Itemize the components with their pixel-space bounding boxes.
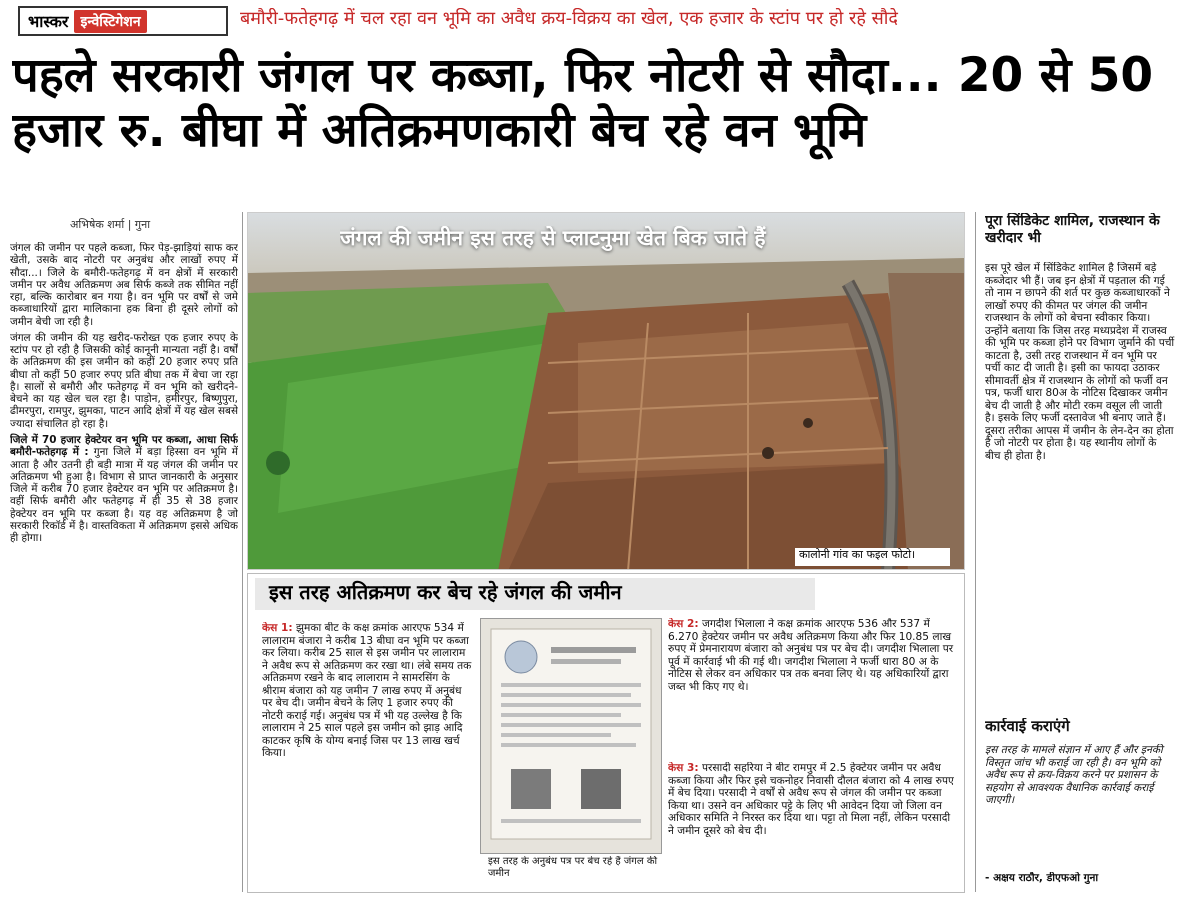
right-column-text: इस पूरे खेल में सिंडिकेट शामिल है जिसमें बड़े कब्जेदार भी हैं। जब इन क्षेत्रों में पड़ताल की गई तो नाम न छापने की शर्त पर कुछ कब्जाधारकों ने लाखों रुपए की कीमत पर जंगल की जमीन राजस्थान के लोगों को बेचना स्वीकार किया। उन्होंने बताया कि जिस तरह मध्यप्रदेश में राजस्व की भूमि पर कब्जा होने पर विभाग जुर्माने की पर्ची काटता है, उसी तरह राजस्थान में वन भूमि पर पर्ची काट दी जाती है। इसी का फायदा उठाकर सीमावर्ती क्षेत्र में राजस्थान के लोगों को फर्जी वन पत्र, फर्जी धारा 80अ के नोटिस दिखाकर जमीन बेच दी जाती है और मोटी रकम वसूल ली जाती है। इसके लिए फर्जी दस्तावेज भी बनाए जाते हैं। दूसरा तरीका आपस में जमीन के लेन-देन का होता है जो नोटरी पर होता है। यह स्थानीय लोगों के बीच ही होता है।	[985, 262, 1175, 462]
official-quote: इस तरह के मामले संज्ञान में आए हैं और इनकी विस्तृत जांच भी कराई जा रही है। वन भूमि को अवैध रूप से क्रय-विक्रय करने पर प्रशासन के सहयोग से आवश्यक वैधानिक कार्रवाई कराई जाएगी।	[985, 744, 1163, 806]
case-3-text: परसादी सहरिया ने बीट रामपुर में 2.5 हेक्टेयर जमीन पर अवैध कब्जा किया और फिर इसे चकनोहर निवासी दौलत बंजारा को 4 लाख रुपए में बेच दिया। परसादी ने वर्षों से अवैध रूप से जंगल की जमीन पर कब्जा किया था। उसने वन अधिकार पट्टे के लिए भी आवेदन दिया जो जिला वन अधिकार समिति ने निरस्त कर दिया था। पट्टा तो मिला नहीं, लेकिन परसादी ने जमीन दूसरे को बेच दी।	[668, 762, 954, 837]
case-2-text: जगदीश भिलाला ने कक्ष क्रमांक आरएफ 536 और 537 में 6.270 हेक्टेयर जमीन पर अवैध अतिक्रमण किया और फिर 10.85 लाख रुपए में प्रेमनारायण बंजारा को अनुबंध पत्र पर बेच दी। जगदीश भिलाला पर पूर्व में कार्रवाई भी की गई थी। जगदीश भिलाला ने फर्जी धारा 80 अ के नोटिस से लेकर वन अधिकार पत्र तक बनवा लिए थे। यह अधिकारियों द्वारा जब्त भी किए गए थे।	[668, 618, 954, 693]
photo-caption: जंगल की जमीन इस तरह से प्लाटनुमा खेत बिक जाते हैं	[340, 226, 766, 250]
left-para-2: जंगल की जमीन की यह खरीद-फरोख्त एक हजार रुपए के स्टांप पर हो रही है जिसकी कोई कानूनी मान्यता नहीं है। वर्षों के अतिक्रमण की इस जमीन को कहीं 20 हजार रुपए प्रति बीघा तो कहीं 50 हजार रुपए प्रति बीघा तक में बेचा जा रहा है। सालों से बमौरी और फतेहगढ़ में वन भूमि को खरीदने-बेचने का यह खेल चल रहा है। पाड़ोन, हमीरपुर, बिष्णुपुरा, ढीमरपुरा, रामपुर, झुमका, पाटन आदि क्षेत्रों में यह खेल सबसे ज्यादा संचालित हो रहा है।	[10, 331, 238, 430]
case-3	[668, 762, 958, 892]
case-2-label: केस 2:	[668, 618, 699, 630]
brand-name: भास्कर	[28, 12, 69, 31]
aerial-farm-illustration	[248, 213, 965, 570]
case-1	[262, 622, 474, 892]
byline: अभिषेक शर्मा | गुना	[70, 218, 151, 231]
case-3-label: केस 3:	[668, 762, 699, 774]
document-caption: इस तरह के अनुबंध पत्र पर बेच रहे हैं जंगल की जमीन	[488, 856, 658, 879]
case-1-label: केस 1:	[262, 622, 293, 634]
headline: पहले सरकारी जंगल पर कब्जा, फिर नोटरी से सौदा... 20 से 50 हजार रु. बीघा में अतिक्रमणकारी बेच रहे वन भूमि	[12, 48, 1154, 159]
left-subhead: जिले में 70 हजार हेक्टेयर वन भूमि पर कब्जा, आधा सिर्फ बमौरी-फतेहगढ़ में :	[10, 433, 238, 459]
section-badge: इन्वेस्टिगेशन	[74, 10, 146, 33]
column-divider-left	[242, 212, 243, 892]
case-2	[668, 618, 958, 758]
agreement-document-photo	[480, 618, 662, 854]
quote-author: - अक्षय राठौर, डीएफओ गुना	[985, 872, 1099, 884]
left-para-3	[10, 434, 238, 544]
left-column	[10, 242, 238, 892]
aerial-farm-photo	[247, 212, 965, 570]
masthead-badge	[18, 6, 228, 36]
right-column-subhead: कार्रवाई कराएंगे	[985, 718, 1070, 735]
agreement-document-illustration	[481, 619, 662, 854]
case-1-text: झुमका बीट के कक्ष क्रमांक आरएफ 534 में लालाराम बंजारा ने करीब 13 बीघा वन भूमि पर कब्जा कर लिया। करीब 25 साल से इस जमीन पर लालाराम ने अवैध रूप से अतिक्रमण कर रखा था। लंबे समय तक अतिक्रमण रखने के बाद लालाराम ने सामरसिंग के श्रीराम बंजारा को यह जमीन 7 लाख रुपए में अनुबंध पर बेच दी। जमीन बेचने के लिए 1 हजार रुपए की नोटरी कराई गई। अनुबंध पत्र में भी यह उल्लेख है कि लालाराम ने 25 साल पहले इस जमीन को झाड़ आदि काटकर कृषि के योग्य बनाई जिस पर 13 लाख खर्च किया।	[262, 622, 472, 759]
cases-box-heading: इस तरह अतिक्रमण कर बेच रहे जंगल की जमीन	[255, 578, 815, 610]
left-para-1: जंगल की जमीन पर पहले कब्जा, फिर पेड़-झाड़ियां साफ कर खेती, उसके बाद नोटरी पर अनुबंध और लाखों रुपए में सौदा...। जिले के बमौरी-फतेहगढ़ में वन क्षेत्रों में सरकारी जमीन पर अवैध अतिक्रमण अब सिर्फ कब्जे तक सीमित नहीं रहा, बल्कि कारोबार बन गया है। वन भूमि पर वर्षों से जमे कब्जाधारियों द्वारा मालिकाना हक बिना ही दूसरे लोगों को जमीन बेची जा रही है।	[10, 242, 238, 328]
photo-credit: कालोनी गांव का फइल फोटो।	[795, 548, 950, 566]
column-divider-right	[975, 212, 976, 892]
kicker-line: बमौरी-फतेहगढ़ में चल रहा वन भूमि का अवैध क्रय-विक्रय का खेल, एक हजार के स्टांप पर हो रहे सौदे	[240, 8, 898, 29]
left-para-3-text: गुना जिले में बड़ा हिस्सा वन भूमि में आता है और उतनी ही बड़ी मात्रा में यह जंगल की जमीन पर अतिक्रमण भी हुआ है। विभाग से प्राप्त जानकारी के अनुसार जिले में करीब 70 हजार हेक्टेयर वन भूमि पर अतिक्रमण है। वहीं सिर्फ बमौरी और फतेहगढ़ में ही 35 से 38 हजार हेक्टेयर वन भूमि पर कब्जा है। यह वह अतिक्रमण है जो सरकारी रिकॉर्ड में है। वास्तविकता में अतिक्रमण इससे अधिक ही होगा।	[10, 446, 238, 545]
right-column-heading: पूरा सिंडिकेट शामिल, राजस्थान के खरीदार भी	[985, 213, 1160, 246]
